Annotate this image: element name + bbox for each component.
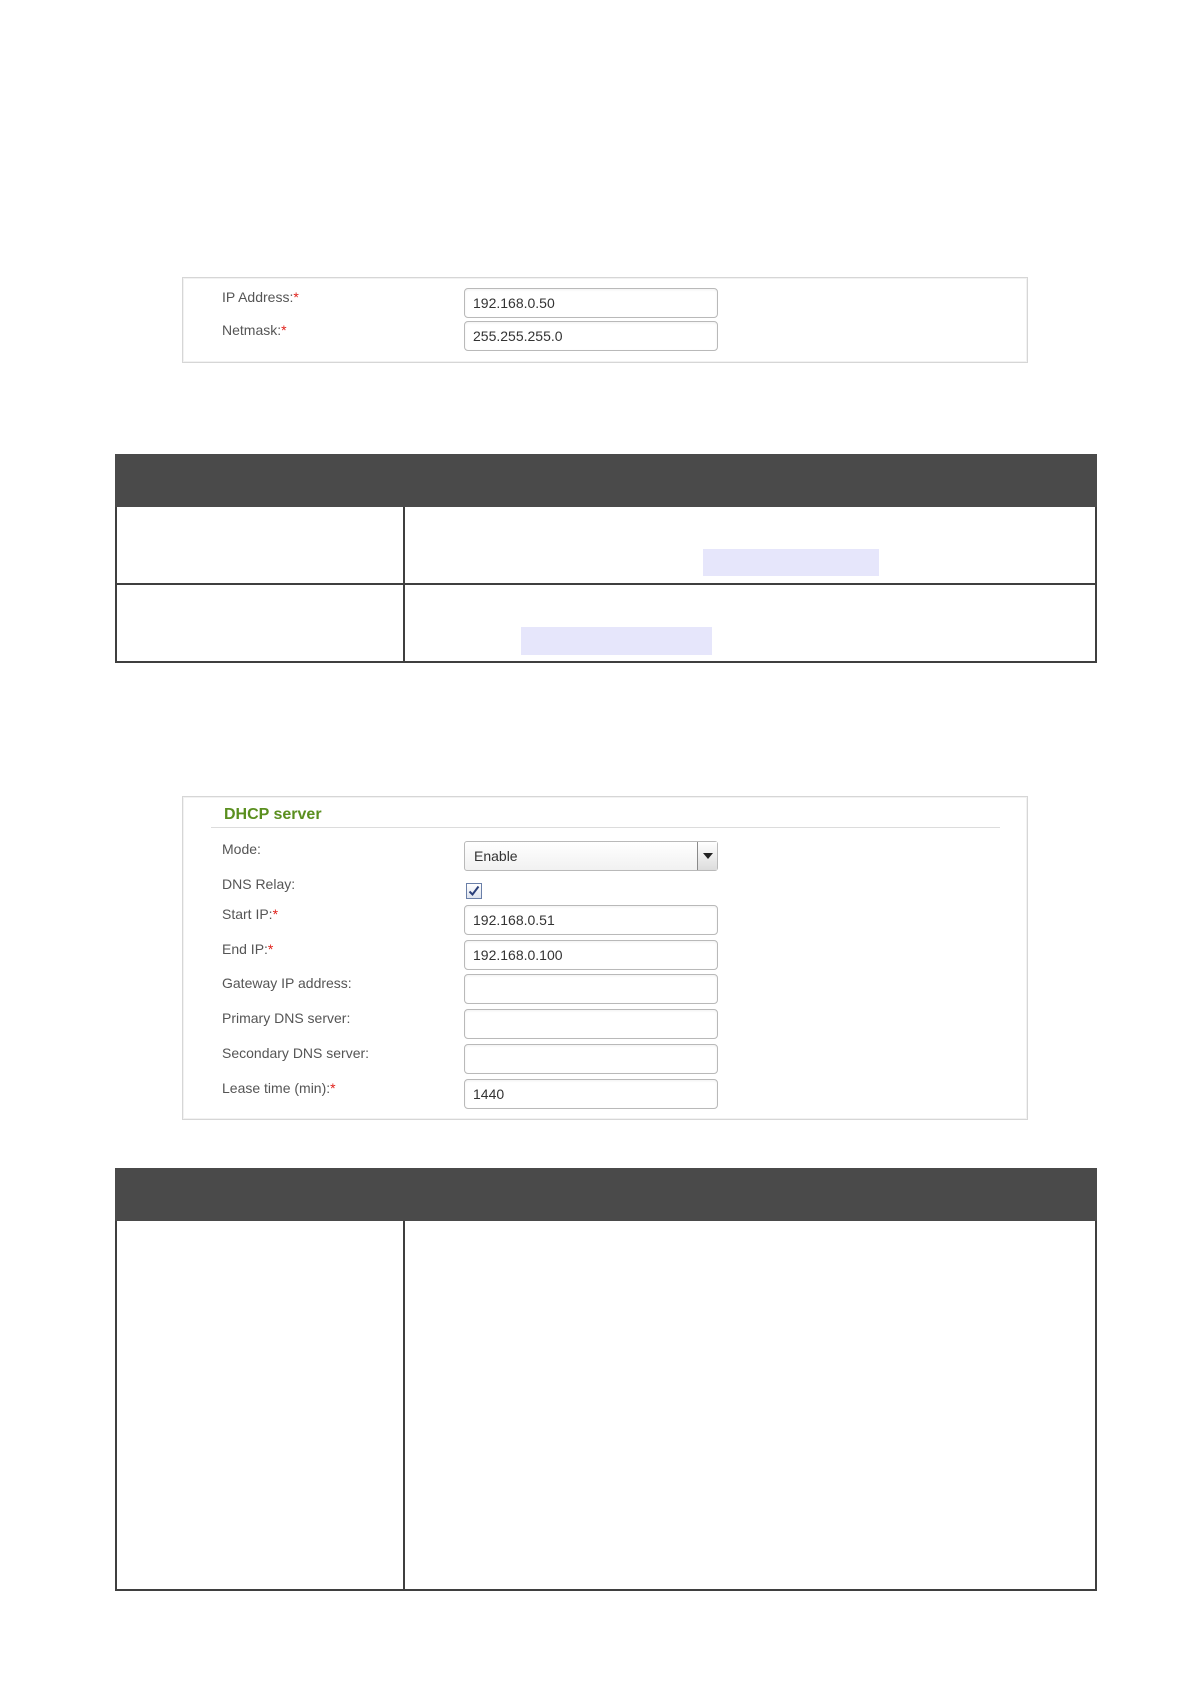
gateway-ip-label: Gateway IP address: (222, 975, 352, 991)
required-mark: * (330, 1080, 336, 1096)
checkmark-icon (467, 884, 481, 898)
dhcp-server-title: DHCP server (224, 806, 322, 823)
required-mark: * (281, 322, 287, 338)
link-highlight (703, 549, 879, 576)
table-row (116, 1220, 1096, 1590)
table-cell (116, 1220, 404, 1590)
table-cell (116, 584, 404, 662)
netmask-label: Netmask:* (222, 322, 287, 338)
required-mark: * (293, 289, 299, 305)
required-mark: * (272, 906, 279, 922)
mode-label: Mode: (222, 841, 261, 857)
lan-parameters-table (115, 454, 1097, 663)
mode-selected-value: Enable (474, 848, 518, 864)
chevron-down-icon[interactable] (697, 842, 717, 870)
secondary-dns-label: Secondary DNS server: (222, 1045, 370, 1061)
table-header-cell (116, 1169, 404, 1220)
mode-select[interactable] (464, 841, 718, 871)
title-divider (211, 827, 1000, 828)
table-header-cell (404, 455, 1096, 506)
dhcp-server-panel (182, 796, 1028, 1120)
primary-dns-label: Primary DNS server: (222, 1010, 351, 1026)
dhcp-parameters-table (115, 1168, 1097, 1591)
netmask-input[interactable] (464, 321, 718, 351)
ip-address-input[interactable] (464, 288, 718, 318)
table-cell (404, 1220, 1096, 1590)
table-cell (404, 584, 1096, 662)
table-row (116, 584, 1096, 662)
table-cell (116, 506, 404, 584)
table-row (116, 506, 1096, 584)
lan-settings-panel (182, 277, 1028, 363)
table-header-row (116, 1169, 1096, 1220)
table-header-cell (404, 1169, 1096, 1220)
primary-dns-input[interactable] (464, 1009, 718, 1039)
end-ip-input[interactable] (464, 940, 718, 970)
dns-relay-checkbox[interactable] (466, 883, 482, 899)
secondary-dns-input[interactable] (464, 1044, 718, 1074)
table-header-row (116, 455, 1096, 506)
end-ip-label: End IP:* (222, 941, 274, 957)
dns-relay-label: DNS Relay: (222, 876, 296, 892)
start-ip-label: Start IP:* (222, 906, 279, 922)
table-header-cell (116, 455, 404, 506)
required-mark: * (267, 941, 274, 957)
lease-time-label: Lease time (min):* (222, 1080, 336, 1096)
gateway-ip-input[interactable] (464, 974, 718, 1004)
table-cell (404, 506, 1096, 584)
link-highlight (521, 627, 712, 655)
start-ip-input[interactable] (464, 905, 718, 935)
ip-address-label: IP Address:* (222, 289, 299, 305)
lease-time-input[interactable] (464, 1079, 718, 1109)
